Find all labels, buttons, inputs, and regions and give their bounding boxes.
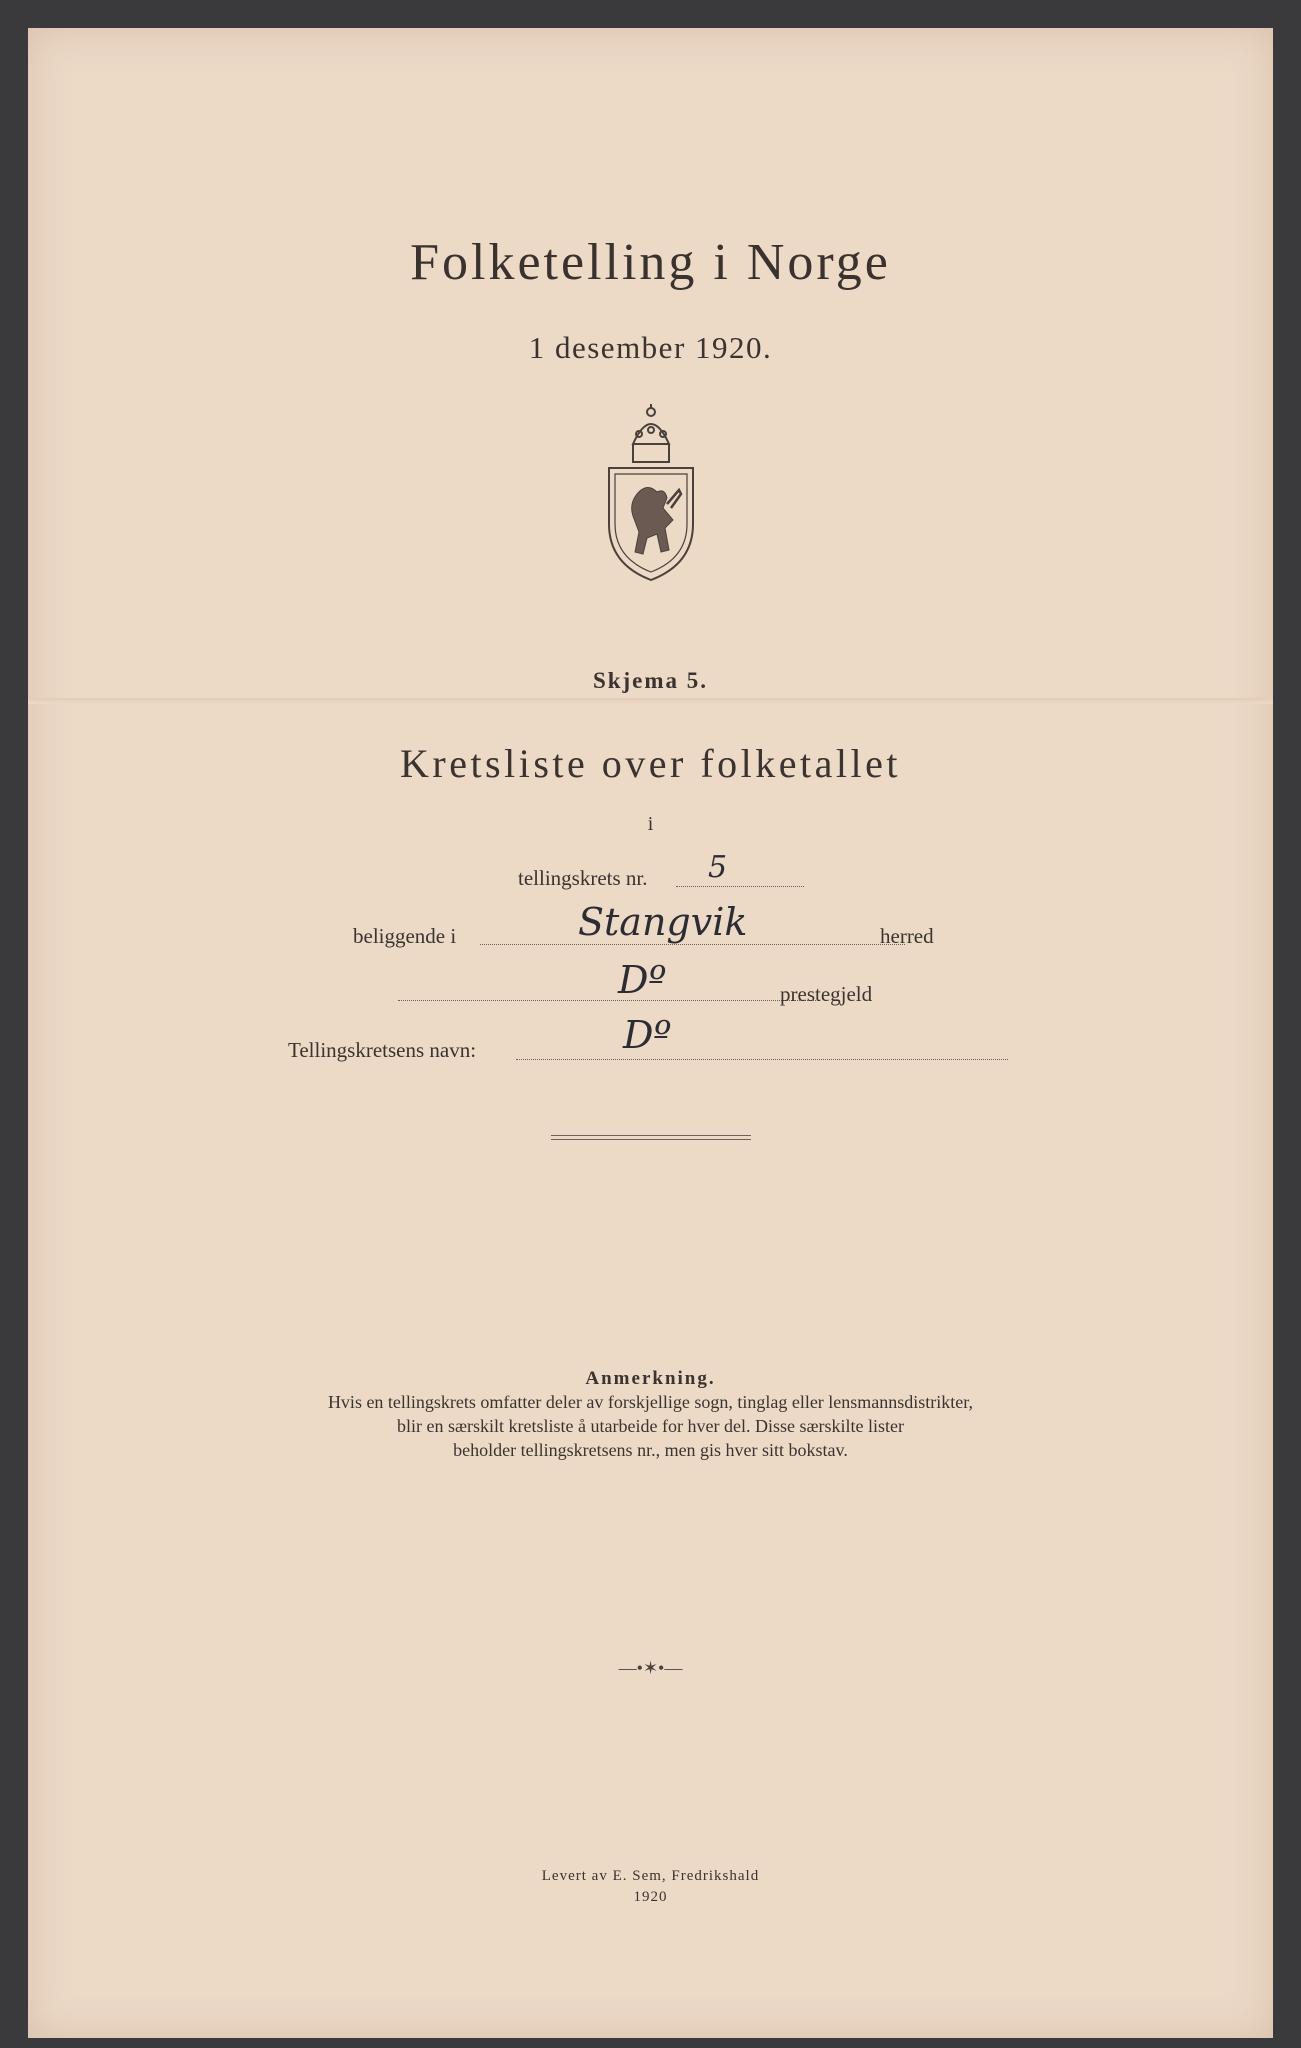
ornament-divider: —•✶•— bbox=[618, 1658, 683, 1678]
prestegjeld-dotted-line bbox=[398, 1000, 816, 1001]
tellingskrets-label: tellingskrets nr. bbox=[518, 866, 648, 890]
tellingskrets-dotted-line bbox=[676, 886, 804, 887]
navn-label: Tellingskretsens navn: bbox=[288, 1038, 477, 1062]
separator-line bbox=[551, 1139, 751, 1140]
beliggende-value: Stangvik bbox=[578, 900, 748, 944]
norway-coat-of-arms-icon bbox=[603, 404, 699, 600]
note-heading: Anmerkning. bbox=[585, 1368, 716, 1389]
navn-value: Dº bbox=[623, 1013, 672, 1057]
tellingskrets-value: 5 bbox=[708, 850, 728, 885]
herred-label: herred bbox=[880, 924, 934, 948]
note-line: blir en særskilt kretsliste å utarbeide for hver del. Disse særskilte lister bbox=[397, 1416, 904, 1436]
schema-number: Skjema 5. bbox=[592, 668, 709, 693]
census-form-page bbox=[28, 28, 1273, 2038]
beliggende-dotted-line bbox=[480, 944, 905, 945]
note-line: beholder tellingskretsens nr., men gis hver sitt bokstav. bbox=[453, 1440, 848, 1460]
printer-year: 1920 bbox=[633, 1889, 668, 1905]
prestegjeld-value: Dº bbox=[618, 958, 667, 1002]
census-date: 1 desember 1920. bbox=[528, 330, 773, 365]
form-heading: Kretsliste over folketallet bbox=[399, 741, 902, 786]
connector-word: i bbox=[647, 813, 654, 835]
separator-line bbox=[551, 1135, 751, 1136]
printer-credit: Levert av E. Sem, Fredrikshald bbox=[541, 1868, 760, 1884]
form-title: Folketelling i Norge bbox=[410, 234, 891, 291]
navn-dotted-line bbox=[516, 1059, 1008, 1060]
paper-fold bbox=[28, 698, 1273, 704]
prestegjeld-label: prestegjeld bbox=[780, 982, 873, 1006]
beliggende-label: beliggende i bbox=[353, 924, 457, 948]
note-line: Hvis en tellingskrets omfatter deler av forskjellige sogn, tinglag eller lensmannsdistrikter, bbox=[327, 1392, 974, 1412]
